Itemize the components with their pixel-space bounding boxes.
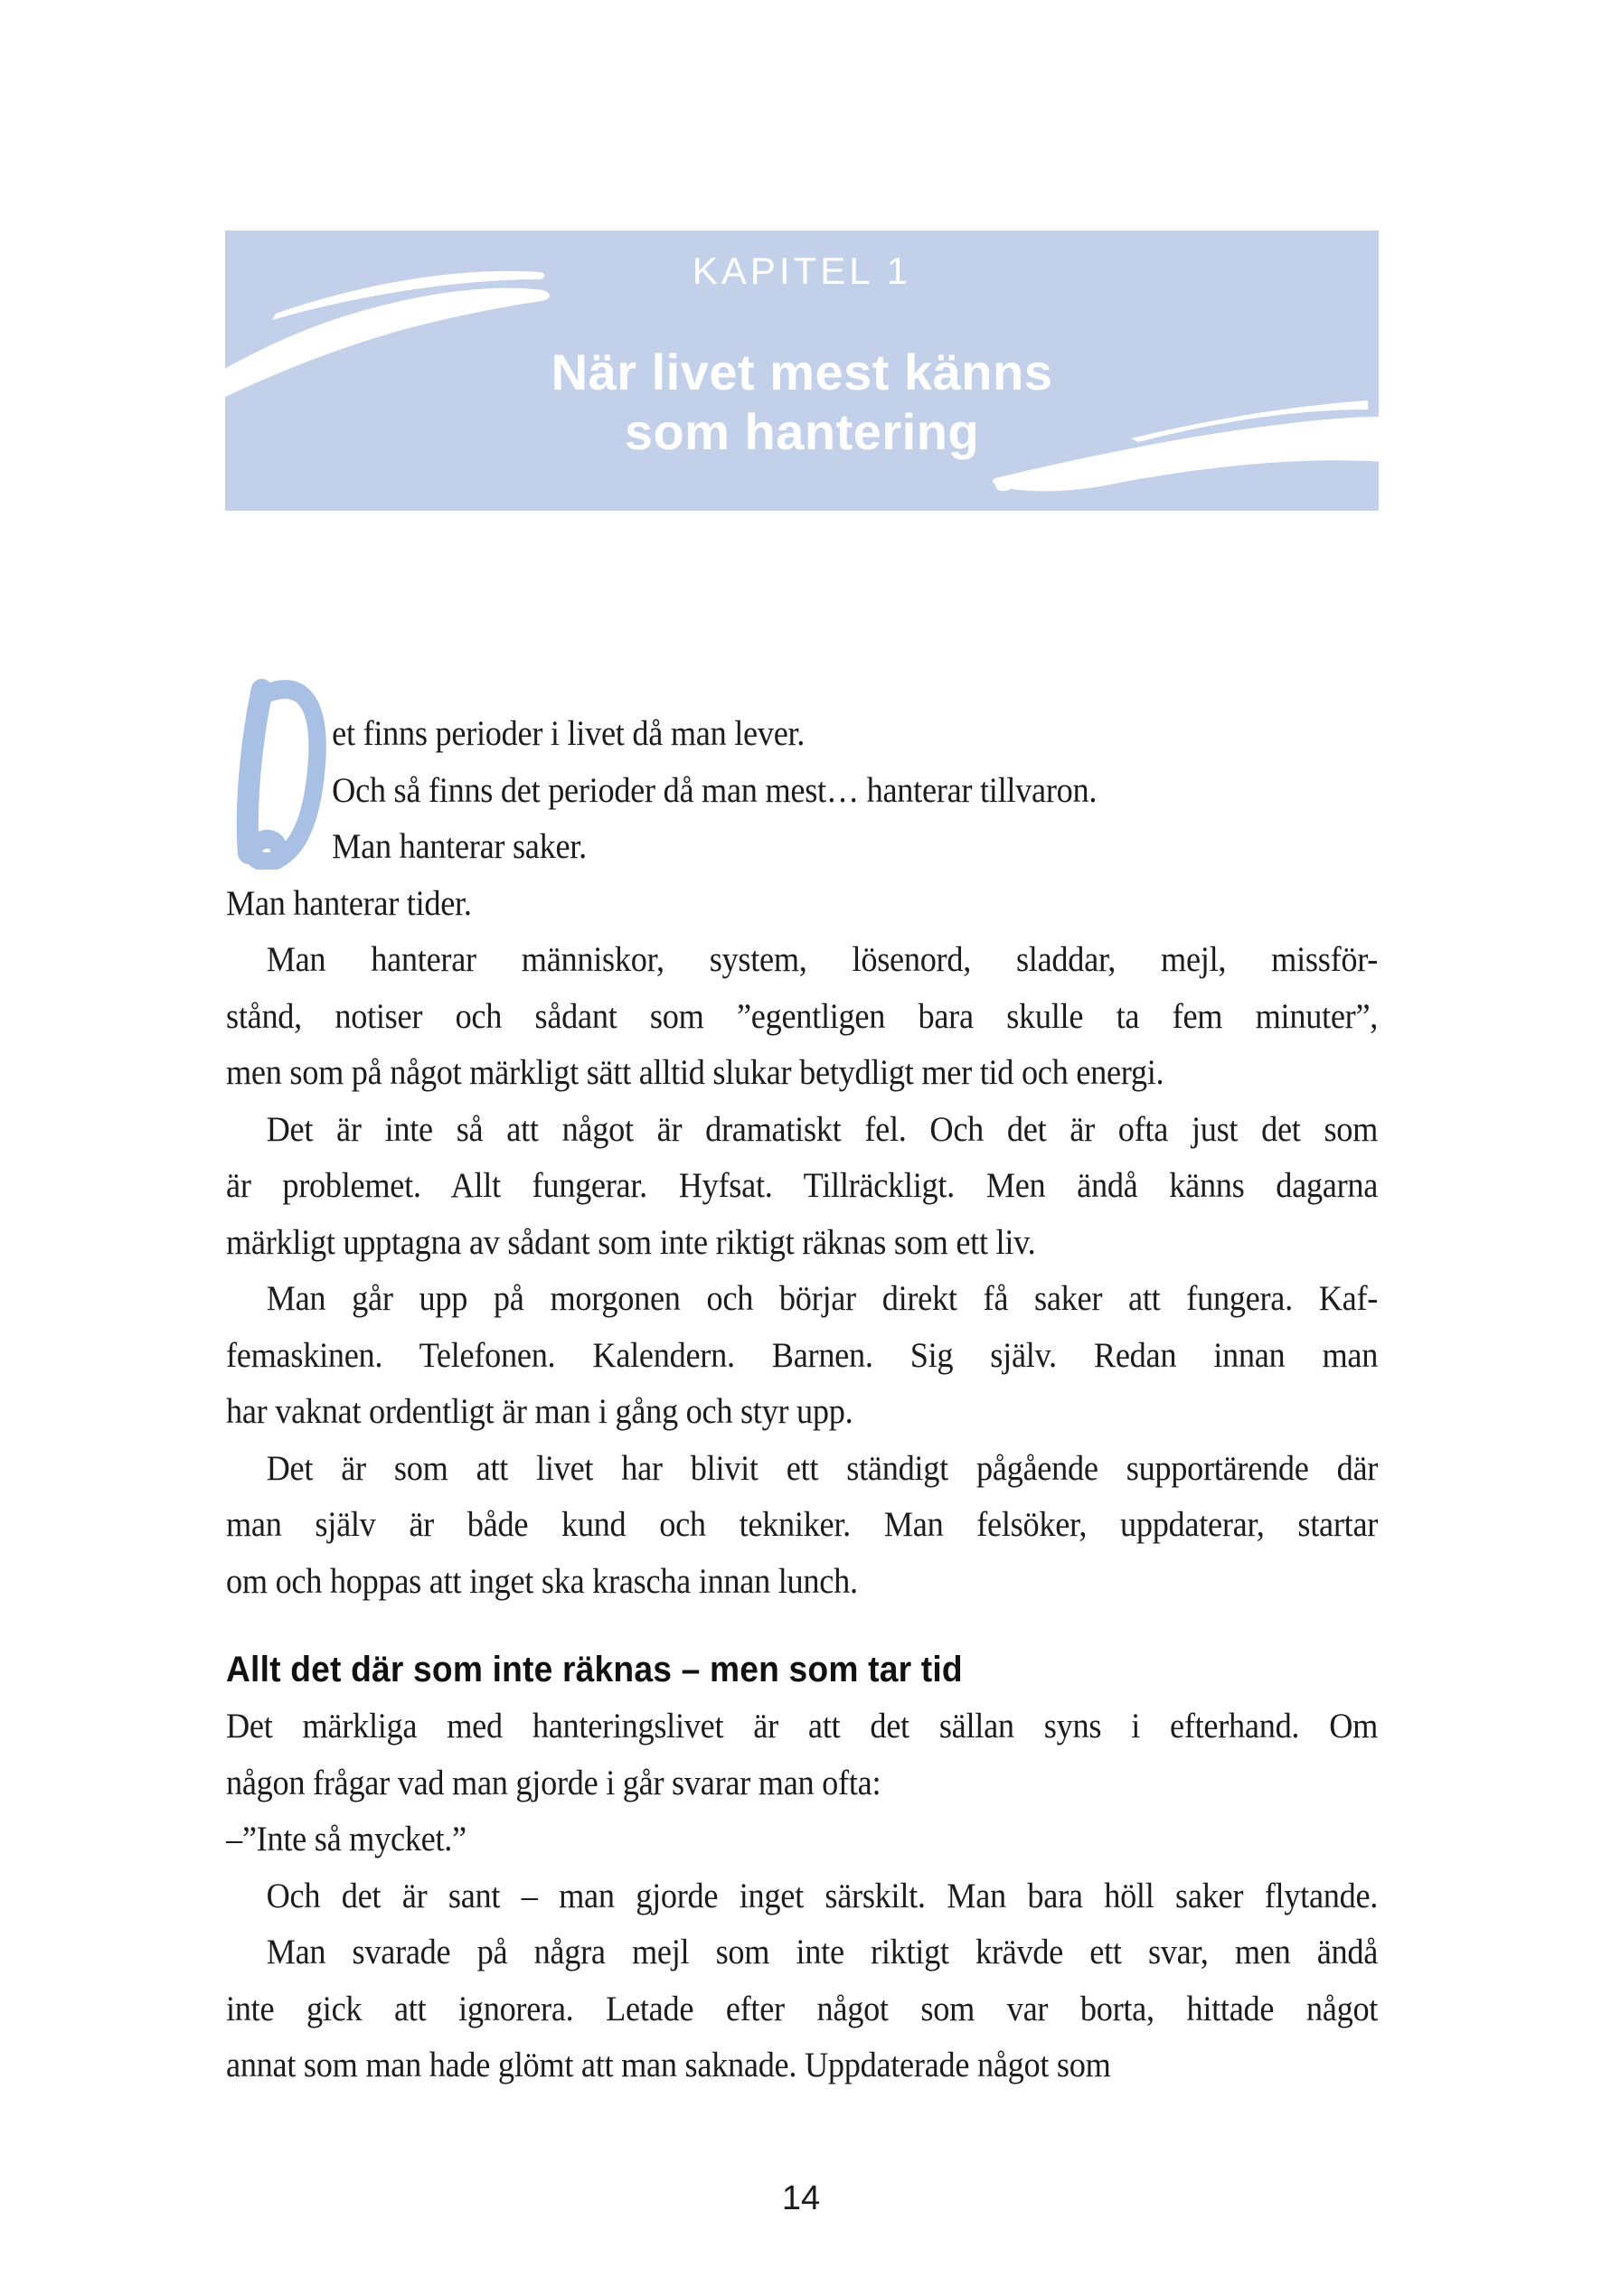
text-line: femaskinen. Telefonen. Kalendern. Barnen. Sig själv. Redan innan man xyxy=(226,1335,1379,1375)
chapter-title xyxy=(225,343,1379,462)
text-line: har vaknat ordentligt är man i gång och styr upp. xyxy=(226,1392,853,1431)
section-heading: Allt det där som inte räknas – men som tar tid xyxy=(226,1650,963,1689)
text-line: man själv är både kund och tekniker. Man felsöker, uppdaterar, startar xyxy=(226,1505,1379,1544)
text-line: någon frågar vad man gjorde i går svarar man ofta: xyxy=(226,1763,881,1802)
chapter-title-line-1: När livet mest känns xyxy=(551,343,1053,400)
text-line: Man svarade på några mejl som inte riktigt krävde ett svar, men ändå xyxy=(266,1933,1379,1971)
text-line: Och så finns det perioder då man mest… hanterar tillvaron. xyxy=(332,770,1098,810)
chapter-title-line-2: som hantering xyxy=(624,403,980,460)
text-line: är problemet. Allt fungerar. Hyfsat. Tillräckligt. Men ändå känns dagarna xyxy=(226,1166,1379,1205)
text-line: stånd, notiser och sådant som ”egentligen bara skulle ta fem minuter”, xyxy=(226,996,1379,1036)
text-line: Det är inte så att något är dramatiskt fel. Och det är ofta just det som xyxy=(266,1109,1379,1149)
text-column xyxy=(226,678,1378,2094)
text-line: om och hoppas att inget ska krascha innan lunch. xyxy=(226,1561,858,1601)
text-line: Det är som att livet har blivit ett ständigt pågående supportärende där xyxy=(266,1448,1379,1488)
text-line: Man hanterar tider. xyxy=(226,883,472,923)
text-line: –”Inte så mycket.” xyxy=(226,1820,466,1858)
chapter-kicker: KAPITEL 1 xyxy=(692,249,912,292)
text-line: men som på något märkligt sätt alltid slukar betydligt mer tid och energi. xyxy=(226,1053,1164,1092)
text-line: et finns perioder i livet då man lever. xyxy=(332,714,806,753)
text-line: annat som man hade glömt att man saknade. Uppdaterade något som xyxy=(226,2046,1111,2084)
text-line: Man hanterar människor, system, lösenord, sladdar, mejl, missför- xyxy=(266,940,1379,979)
page-number: 14 xyxy=(781,2179,821,2217)
text-line: Det märkliga med hanteringslivet är att det sällan syns i efterhand. Om xyxy=(226,1707,1379,1746)
text-line: Och det är sant – man gjorde inget särskilt. Man bara höll saker flytande. xyxy=(266,1876,1379,1915)
opening-paragraph xyxy=(226,678,1378,932)
text-line: inte gick att ignorera. Letade efter något som var borta, hittade något xyxy=(226,1989,1379,2028)
chapter-banner xyxy=(225,231,1379,511)
drop-cap-d-icon xyxy=(226,676,327,870)
text-line: märkligt upptagna av sådant som inte riktigt räknas som ett liv. xyxy=(226,1222,1036,1262)
text-line: Man går upp på morgonen och börjar direkt få saker att fungera. Kaf- xyxy=(266,1279,1379,1318)
text-line: Man hanterar saker. xyxy=(332,827,587,866)
